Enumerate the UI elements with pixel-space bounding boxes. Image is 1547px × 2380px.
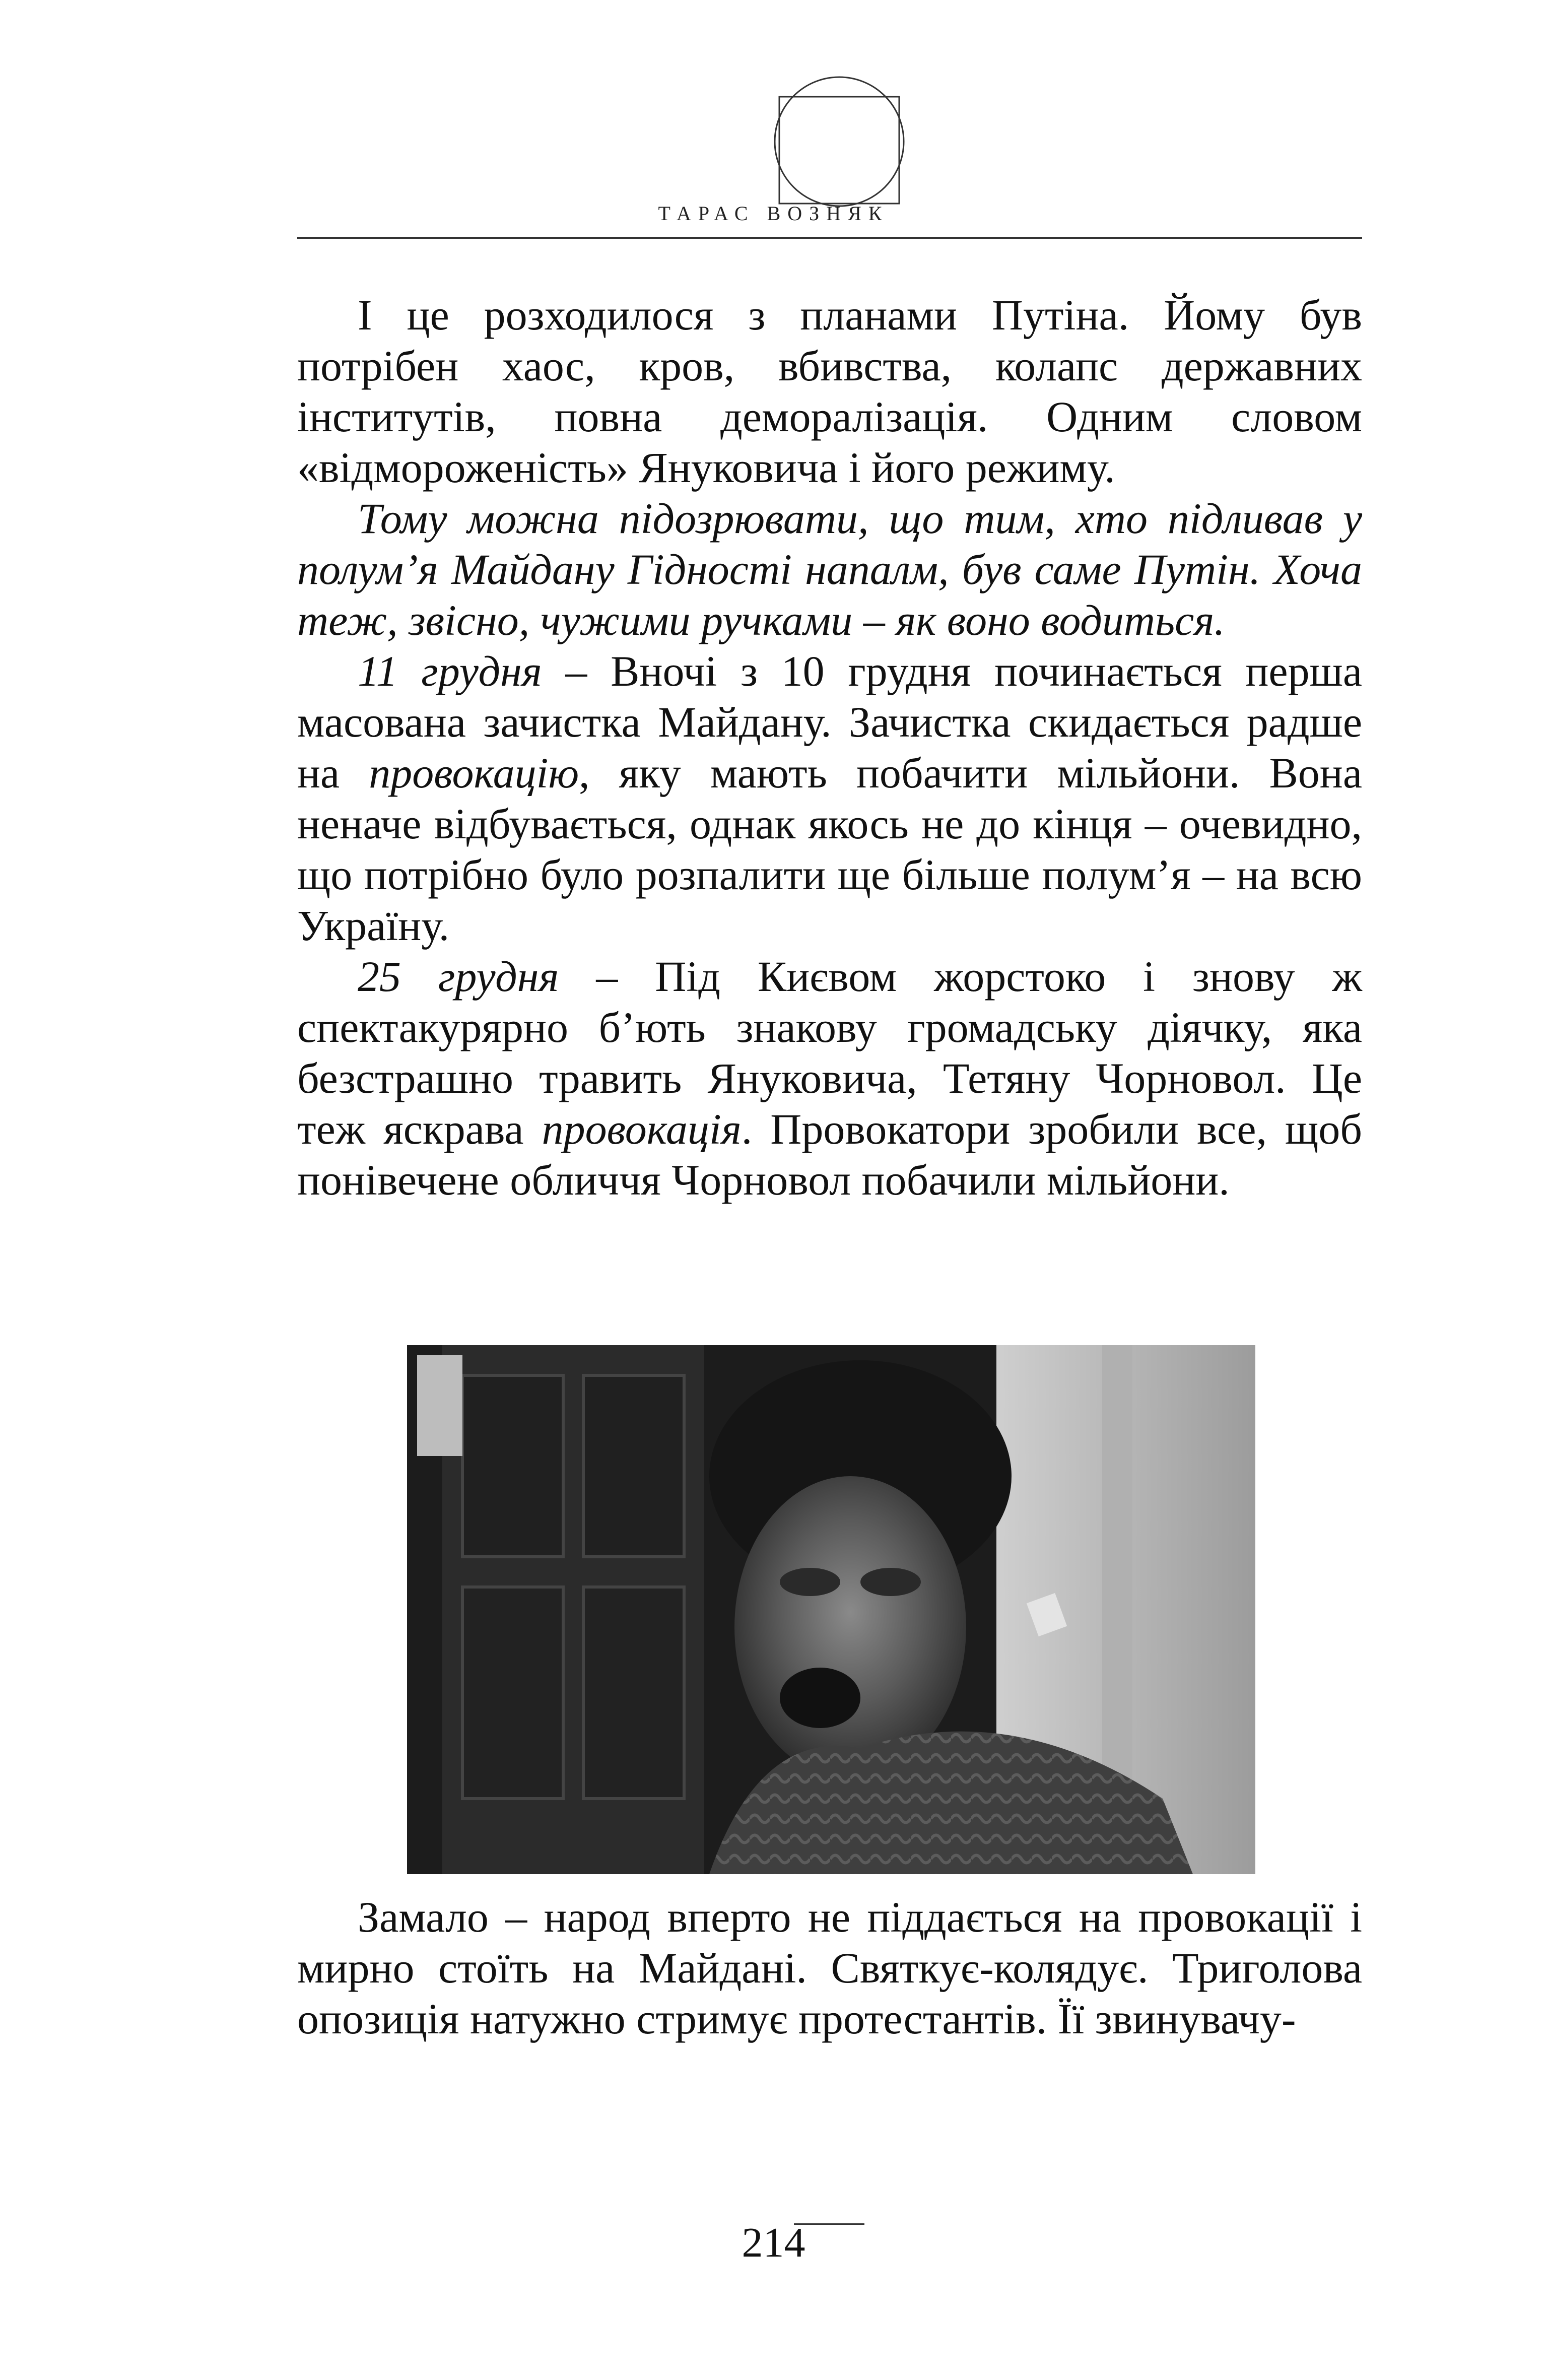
paragraph (297, 493, 1362, 646)
text-run: – Вночі з 10 грудня починається перша масована зачистка Майдану. Зачистка скидається радше на (297, 647, 1362, 797)
text-run: І це розходилося з планами Путіна. Йому був потрібен хаос, кров, вбивства, колапс державних інститутів, повна деморалізація. Одним словом «відмороженість» Януковича і його режиму. (297, 291, 1362, 492)
text-run: , яку мають побачити мільйони. Вона неначе відбувається, однак якось не до кінця – очевидно, що потрібно було розпалити ще більше полум’я – на всю Україну. (297, 749, 1362, 950)
news-photo (407, 1345, 1255, 1874)
body-text-top (297, 290, 1362, 1206)
italic-text: 11 грудня (358, 647, 542, 695)
paragraph (297, 290, 1362, 493)
italic-text: провокацію (369, 749, 579, 797)
body-text-bottom (297, 1892, 1362, 2044)
italic-text: Тому можна підозрювати, що тим, хто підливав у полум’я Майдану Гідності напалм, був саме Путін. Хоча теж, звісно, чужими ручками – як воно водиться. (297, 494, 1362, 644)
text-run: . Провокатори зробили все, щоб понівечене обличчя Чорновол побачили мільйони. (297, 1105, 1363, 1204)
text-run: – Під Києвом жорстоко і знову ж спектакурярно б’ють знакову громадську діячку, яка безстрашно травить Януковича, Тетяну Чорновол. Це теж яскрава (297, 952, 1362, 1153)
italic-text: провокація (542, 1105, 742, 1153)
italic-text: 25 грудня (358, 952, 559, 1001)
paragraph (297, 951, 1362, 1206)
paragraph (297, 1892, 1362, 2044)
paragraph (297, 646, 1362, 951)
page-number: 214 (742, 2219, 805, 2266)
circle-square-emblem-icon (771, 74, 907, 210)
text-run: Замало – народ вперто не піддається на провокації і мирно стоїть на Майдані. Святкує-колядує. Триголова опозиція натужно стримує протестантів. Її звинувачу- (297, 1893, 1362, 2043)
header-rule (297, 237, 1362, 239)
running-head: ТАРАС ВОЗНЯК (658, 202, 889, 225)
